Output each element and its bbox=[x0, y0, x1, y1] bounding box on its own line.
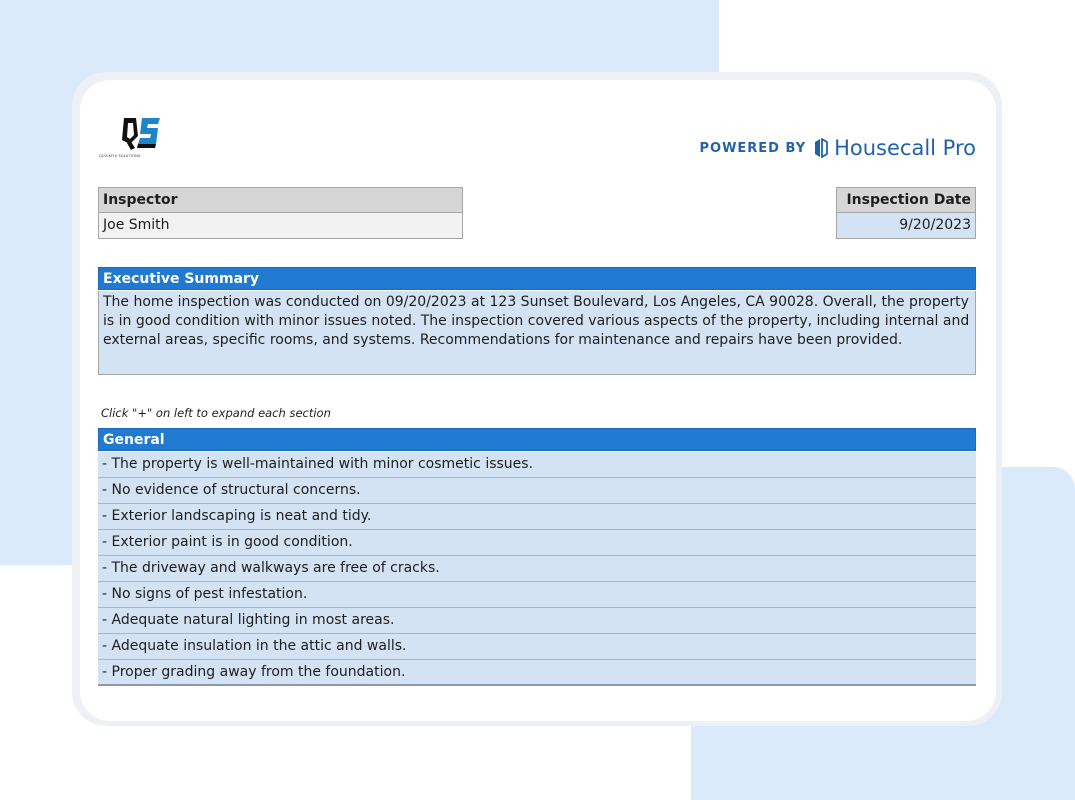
housecall-pro-wordmark: Housecall Pro bbox=[834, 136, 976, 160]
list-item[interactable]: - No signs of pest infestation. bbox=[98, 582, 976, 608]
executive-summary-text[interactable]: The home inspection was conducted on 09/20/2023 at 123 Sunset Boulevard, Los Angeles, CA 90028. Overall, the property is in good condition with minor issues noted. The inspection covered various aspects of the property, including internal and external areas, specific rooms, and systems. Recommendations for maintenance and repairs have been provided. bbox=[98, 291, 976, 375]
report-card bbox=[80, 80, 996, 721]
general-list bbox=[98, 452, 976, 686]
list-item[interactable]: - Proper grading away from the foundation. bbox=[98, 660, 976, 686]
inspector-value-cell[interactable]: Joe Smith bbox=[98, 213, 463, 239]
expand-hint: Click "+" on left to expand each section bbox=[101, 406, 331, 420]
spreadsheet-sheet bbox=[80, 80, 996, 721]
powered-by-label: POWERED BY bbox=[699, 140, 807, 156]
list-item[interactable]: - Exterior paint is in good condition. bbox=[98, 530, 976, 556]
inspection-date-value-cell[interactable]: 9/20/2023 bbox=[836, 213, 976, 239]
powered-by-housecall-pro bbox=[699, 136, 976, 160]
housecall-pro-icon bbox=[814, 138, 828, 158]
logo-tagline: QUICKFIX SOLUTIONS bbox=[99, 154, 141, 158]
executive-summary-header[interactable]: Executive Summary bbox=[98, 267, 976, 290]
list-item[interactable]: - The driveway and walkways are free of cracks. bbox=[98, 556, 976, 582]
inspection-date-label-cell[interactable]: Inspection Date bbox=[836, 187, 976, 213]
list-item[interactable]: - No evidence of structural concerns. bbox=[98, 478, 976, 504]
general-section-header[interactable]: General bbox=[98, 428, 976, 451]
inspector-label-cell[interactable]: Inspector bbox=[98, 187, 463, 213]
list-item[interactable]: - Adequate natural lighting in most areas. bbox=[98, 608, 976, 634]
list-item[interactable]: - Adequate insulation in the attic and walls. bbox=[98, 634, 976, 660]
list-item[interactable]: - The property is well-maintained with minor cosmetic issues. bbox=[98, 452, 976, 478]
list-item[interactable]: - Exterior landscaping is neat and tidy. bbox=[98, 504, 976, 530]
